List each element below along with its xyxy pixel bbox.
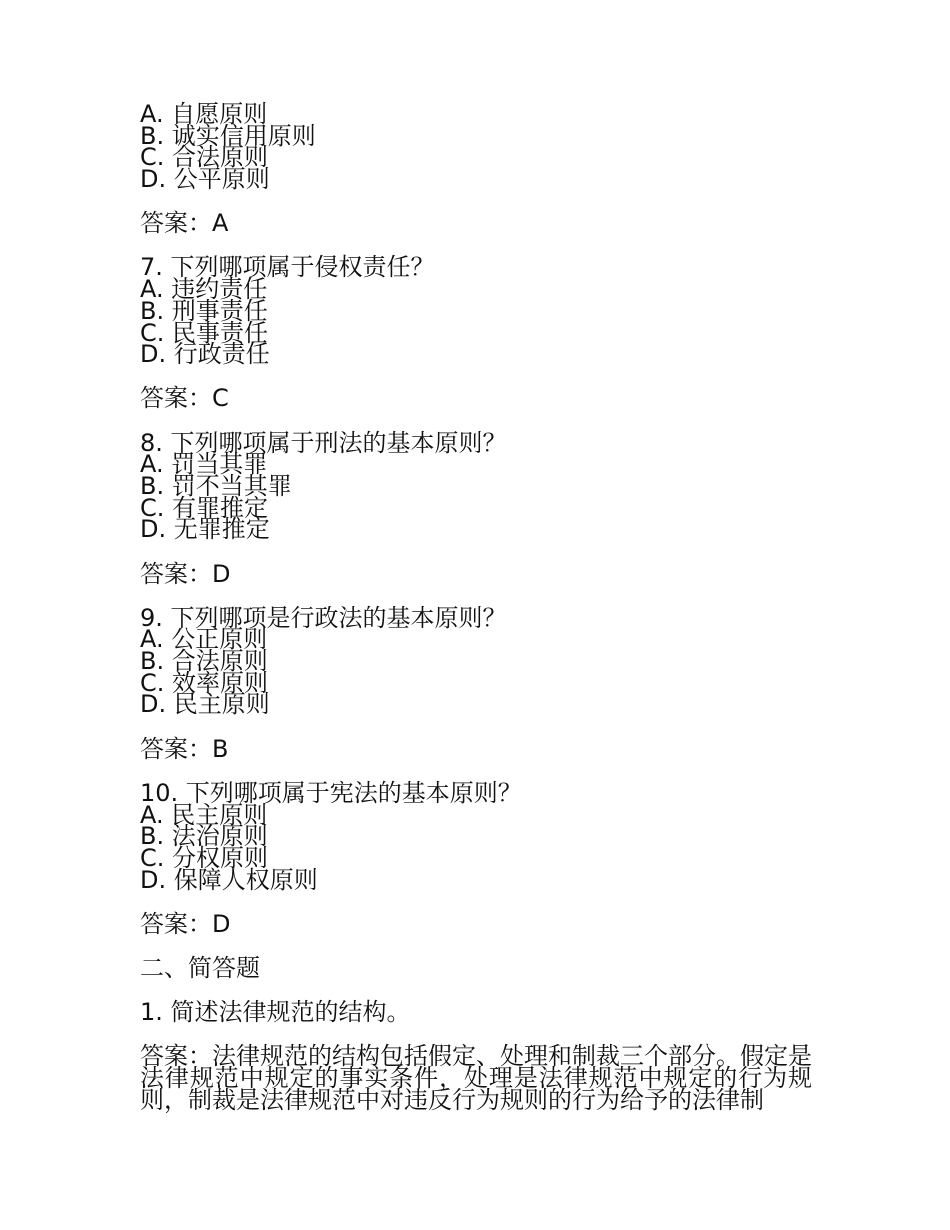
q9-question: 9. 下列哪项是行政法的基本原则？ <box>140 603 507 632</box>
spacer <box>140 366 820 389</box>
section-heading: 二、简答题 <box>140 953 260 982</box>
spacer <box>140 891 820 914</box>
q6-option-d: D. 公平原则 <box>140 165 270 194</box>
q6-option-c: C. 合法原则 <box>140 143 269 172</box>
q8-option-b: B. 罚不当其罪 <box>140 471 292 500</box>
q6-answer: 答案：A <box>140 209 229 238</box>
q8-answer: 答案：D <box>140 559 231 588</box>
q10-option-d: D. 保障人权原则 <box>140 865 318 894</box>
q10-option-a: A. 民主原则 <box>140 800 268 829</box>
q8-question: 8. 下列哪项属于刑法的基本原则？ <box>140 428 507 457</box>
document-body <box>140 100 820 1114</box>
q6-option-a: A. 自愿原则 <box>140 100 268 128</box>
spacer <box>140 541 820 564</box>
spacer <box>140 191 820 214</box>
q7-option-b: B. 刑事责任 <box>140 296 268 325</box>
q9-answer: 答案：B <box>140 734 229 763</box>
short-answer-question: 1. 简述法律规范的结构。 <box>140 998 411 1027</box>
q7-option-d: D. 行政责任 <box>140 340 270 369</box>
q7-answer: 答案：C <box>140 384 229 413</box>
spacer <box>140 716 820 739</box>
q7-option-a: A. 违约责任 <box>140 275 268 304</box>
q8-option-c: C. 有罪推定 <box>140 493 269 522</box>
q9-option-a: A. 公正原则 <box>140 625 268 654</box>
q7-option-c: C. 民事责任 <box>140 318 269 347</box>
q7-question: 7. 下列哪项属于侵权责任？ <box>140 253 435 282</box>
q10-answer: 答案：D <box>140 909 231 938</box>
q10-option-c: C. 分权原则 <box>140 843 269 872</box>
q9-option-d: D. 民主原则 <box>140 690 270 719</box>
q10-option-b: B. 法治原则 <box>140 822 268 851</box>
q6-option-b: B. 诚实信用原则 <box>140 121 316 150</box>
q9-option-c: C. 效率原则 <box>140 668 269 697</box>
q10-question: 10. 下列哪项属于宪法的基本原则？ <box>140 778 522 807</box>
q8-option-a: A. 罚当其罪 <box>140 450 268 479</box>
short-answer-answer: 答案：法律规范的结构包括假定、处理和制裁三个部分。假定是法律规范中规定的事实条件，处理是法律规范中规定的行为规则，制裁是法律规范中对违反行为规则的行为给予的法律制 <box>140 1042 812 1114</box>
q9-option-b: B. 合法原则 <box>140 647 268 676</box>
q8-option-d: D. 无罪推定 <box>140 515 270 544</box>
